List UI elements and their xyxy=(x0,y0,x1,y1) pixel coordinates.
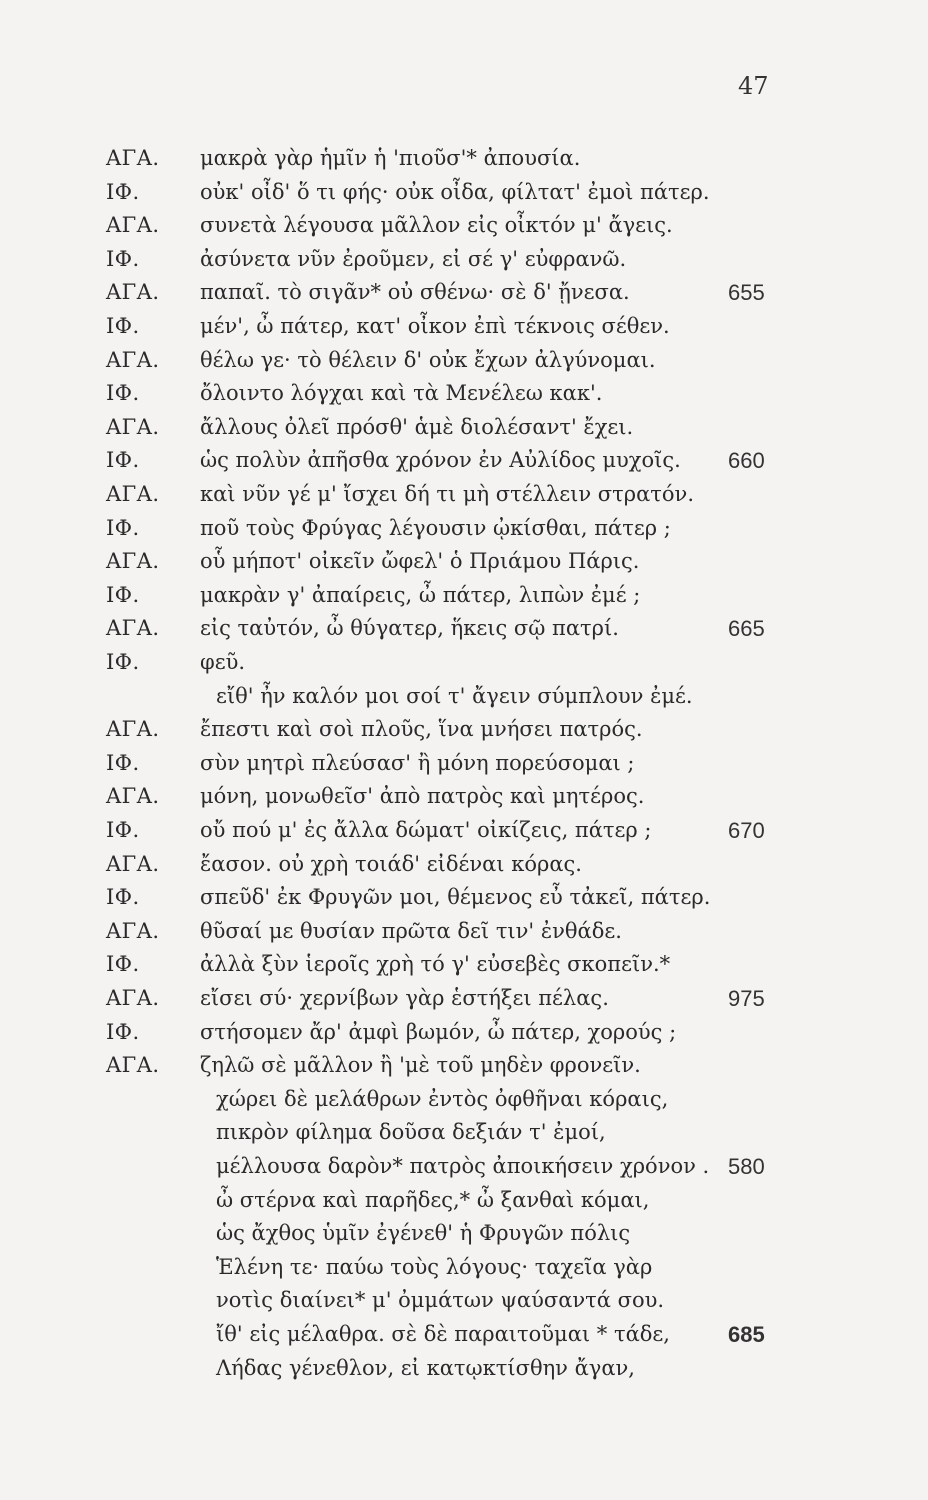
verse-text-line: ζηλῶ σὲ μᾶλλον ἢ 'μὲ τοῦ μηδὲν φρονεῖν. xyxy=(200,1053,641,1078)
verse-line xyxy=(0,207,928,244)
speaker-label: ΙΦ. xyxy=(106,582,140,607)
verse-text-line: οὔ πού μ' ἐς ἄλλα δώματ' οἰκίζεις, πάτερ ; xyxy=(200,818,652,842)
speaker-label: ΙΦ. xyxy=(106,885,140,910)
verse-line xyxy=(0,442,928,479)
speaker-label: ΑΓΑ. xyxy=(106,280,160,305)
speaker-label: ΑΓΑ. xyxy=(106,146,160,170)
line-number: 670 xyxy=(728,818,765,843)
verse-line xyxy=(0,1350,928,1387)
line-number: 685 xyxy=(728,1322,765,1347)
speaker-label: ΙΦ. xyxy=(106,448,140,473)
speaker-label: ΑΓΑ. xyxy=(106,918,160,943)
verse-text-line: θῦσαί με θυσίαν πρῶτα δεῖ τιν' ἐνθάδε. xyxy=(200,918,622,943)
verse-line xyxy=(0,1014,928,1051)
speaker-label: ΙΦ. xyxy=(106,314,140,338)
verse-text-line: καὶ νῦν γέ μ' ἴσχει δή τι μὴ στέλλειν στρατόν. xyxy=(200,482,694,506)
speaker-label: ΑΓΑ. xyxy=(106,347,160,372)
verse-text-line: ὦ στέρνα καὶ παρῆδες,* ὦ ξανθαὶ κόμαι, xyxy=(216,1187,650,1212)
verse-line xyxy=(0,510,928,547)
verse-line xyxy=(0,711,928,748)
verse-line xyxy=(0,1282,928,1319)
speaker-label: ΙΦ. xyxy=(106,179,140,204)
verse-text-line: ὄλοιντο λόγχαι καὶ τὰ Μενέλεω κακ'. xyxy=(200,381,603,406)
verse-text-line: Λήδας γένεθλον, εἰ κατῳκτίσθην ἄγαν, xyxy=(216,1355,635,1380)
verse-line xyxy=(0,375,928,412)
verse-text-line: εἴθ' ἦν καλόν μοι σοί τ' ἄγειν σύμπλουν ἐμέ. xyxy=(216,683,693,708)
speaker-label: ΑΓΑ. xyxy=(106,213,160,238)
verse-text-line: θέλω γε· τὸ θέλειν δ' οὐκ ἔχων ἀλγύνομαι. xyxy=(200,347,656,372)
verse-text-line: ἔπεστι καὶ σοὶ πλοῦς, ἵνα μνήσει πατρός. xyxy=(200,717,643,742)
speaker-label: ΙΦ. xyxy=(106,515,140,540)
line-number: 665 xyxy=(728,616,765,642)
speaker-label: ΙΦ. xyxy=(106,650,140,674)
verse-line xyxy=(0,1114,928,1151)
verse-text-line: πικρὸν φίλημα δοῦσα δεξιάν τ' ἐμοί, xyxy=(216,1120,606,1145)
speaker-label: ΑΓΑ. xyxy=(106,1053,160,1078)
verse-line xyxy=(0,678,928,715)
speaker-label: ΑΓΑ. xyxy=(106,549,160,574)
verse-line xyxy=(0,812,928,849)
line-number: 975 xyxy=(728,986,765,1011)
verse-line xyxy=(0,846,928,883)
speaker-label: ΑΓΑ. xyxy=(106,717,160,742)
verse-text-line: σπεῦδ' ἐκ Φρυγῶν μοι, θέμενος εὖ τἀκεῖ, πάτερ. xyxy=(200,885,711,910)
verse-line xyxy=(0,1047,928,1084)
verse-text-line: στήσομεν ἄρ' ἀμφὶ βωμόν, ὦ πάτερ, χορούς ; xyxy=(200,1019,677,1044)
verse-text-line: εἴσει σύ· χερνίβων γὰρ ἑστήξει πέλας. xyxy=(200,986,609,1010)
speaker-label: ΙΦ. xyxy=(106,750,140,775)
verse-line xyxy=(0,1249,928,1286)
verse-line xyxy=(0,745,928,782)
verse-text-line: Ἑλένη τε· παύω τοὺς λόγους· ταχεῖα γὰρ xyxy=(216,1254,653,1279)
verse-text xyxy=(0,140,928,1400)
verse-line xyxy=(0,610,928,647)
verse-line xyxy=(0,140,928,177)
speaker-label: ΙΦ. xyxy=(106,818,140,842)
verse-line xyxy=(0,274,928,311)
line-number: 655 xyxy=(728,280,765,306)
verse-text-line: νοτὶς διαίνει* μ' ὀμμάτων ψαύσαντά σου. xyxy=(216,1288,665,1313)
verse-text-line: ὡς πολὺν ἀπῆσθα χρόνον ἐν Αὐλίδος μυχοῖς. xyxy=(200,448,681,473)
verse-text-line: μέλλουσα δαρὸν* πατρὸς ἀποικήσειν χρόνον . xyxy=(216,1154,710,1178)
verse-text-line: μακρὰν γ' ἀπαίρεις, ὦ πάτερ, λιπὼν ἐμέ ; xyxy=(200,582,641,607)
verse-text-line: ἔασον. οὐ χρὴ τοιάδ' εἰδέναι κόρας. xyxy=(200,851,582,876)
verse-text-line: εἰς ταὐτόν, ὦ θύγατερ, ἥκεις σῷ πατρί. xyxy=(200,616,619,641)
speaker-label: ΑΓΑ. xyxy=(106,414,160,439)
verse-line xyxy=(0,476,928,513)
speaker-label: ΙΦ. xyxy=(106,246,140,271)
line-number: 660 xyxy=(728,448,765,474)
verse-text-line: ἀσύνετα νῦν ἐροῦμεν, εἰ σέ γ' εὐφρανῶ. xyxy=(200,246,627,271)
verse-line xyxy=(0,1148,928,1185)
speaker-label: ΙΦ. xyxy=(106,952,140,977)
verse-line xyxy=(0,1182,928,1219)
verse-line xyxy=(0,879,928,916)
verse-line xyxy=(0,241,928,278)
speaker-label: ΑΓΑ. xyxy=(106,616,160,641)
verse-text-line: χώρει δὲ μελάθρων ἐντὸς ὀφθῆναι κόραις, xyxy=(216,1086,669,1111)
speaker-label: ΙΦ. xyxy=(106,1019,140,1044)
speaker-label: ΑΓΑ. xyxy=(106,482,160,506)
verse-text-line: μόνη, μονωθεῖσ' ἀπὸ πατρὸς καὶ μητέρος. xyxy=(200,784,645,809)
verse-line xyxy=(0,577,928,614)
verse-line xyxy=(0,644,928,681)
verse-line xyxy=(0,1215,928,1252)
page-number: 47 xyxy=(738,72,769,100)
verse-line xyxy=(0,543,928,580)
speaker-label: ΑΓΑ. xyxy=(106,784,160,809)
verse-line xyxy=(0,913,928,950)
verse-text-line: συνετὰ λέγουσα μᾶλλον εἰς οἶκτόν μ' ἄγεις. xyxy=(200,213,673,238)
verse-line xyxy=(0,1081,928,1118)
verse-text-line: οὐκ' οἶδ' ὅ τι φής· οὐκ οἶδα, φίλτατ' ἐμοὶ πάτερ. xyxy=(200,179,710,204)
verse-text-line: ἄλλους ὀλεῖ πρόσθ' ἁμὲ διολέσαντ' ἔχει. xyxy=(200,414,634,439)
verse-line xyxy=(0,1316,928,1353)
speaker-label: ΑΓΑ. xyxy=(106,986,160,1010)
verse-text-line: ὡς ἄχθος ὑμῖν ἐγένεθ' ἡ Φρυγῶν πόλις xyxy=(216,1221,631,1246)
verse-text-line: ἴθ' εἰς μέλαθρα. σὲ δὲ παραιτοῦμαι * τάδε, xyxy=(216,1322,670,1346)
line-number: 580 xyxy=(728,1154,765,1179)
verse-text-line: φεῦ. xyxy=(200,650,246,674)
verse-text-line: μέν', ὦ πάτερ, κατ' οἶκον ἐπὶ τέκνοις σέθεν. xyxy=(200,314,670,338)
verse-line xyxy=(0,174,928,211)
verse-line xyxy=(0,778,928,815)
verse-text-line: ποῦ τοὺς Φρύγας λέγουσιν ᾠκίσθαι, πάτερ ; xyxy=(200,515,671,540)
verse-line xyxy=(0,308,928,345)
verse-text-line: σὺν μητρὶ πλεύσασ' ἢ μόνη πορεύσομαι ; xyxy=(200,750,635,775)
verse-line xyxy=(0,342,928,379)
verse-text-line: οὗ μήποτ' οἰκεῖν ὤφελ' ὁ Πριάμου Πάρις. xyxy=(200,549,640,574)
verse-text-line: παπαῖ. τὸ σιγᾶν* οὐ σθένω· σὲ δ' ᾔνεσα. xyxy=(200,280,630,305)
speaker-label: ΑΓΑ. xyxy=(106,851,160,876)
verse-line xyxy=(0,980,928,1017)
verse-line xyxy=(0,409,928,446)
verse-line xyxy=(0,946,928,983)
verse-text-line: μακρὰ γὰρ ἡμῖν ἡ 'πιοῦσ'* ἀπουσία. xyxy=(200,146,581,170)
speaker-label: ΙΦ. xyxy=(106,381,140,406)
verse-text-line: ἀλλὰ ξὺν ἱεροῖς χρὴ τό γ' εὐσεβὲς σκοπεῖν.* xyxy=(200,952,671,977)
